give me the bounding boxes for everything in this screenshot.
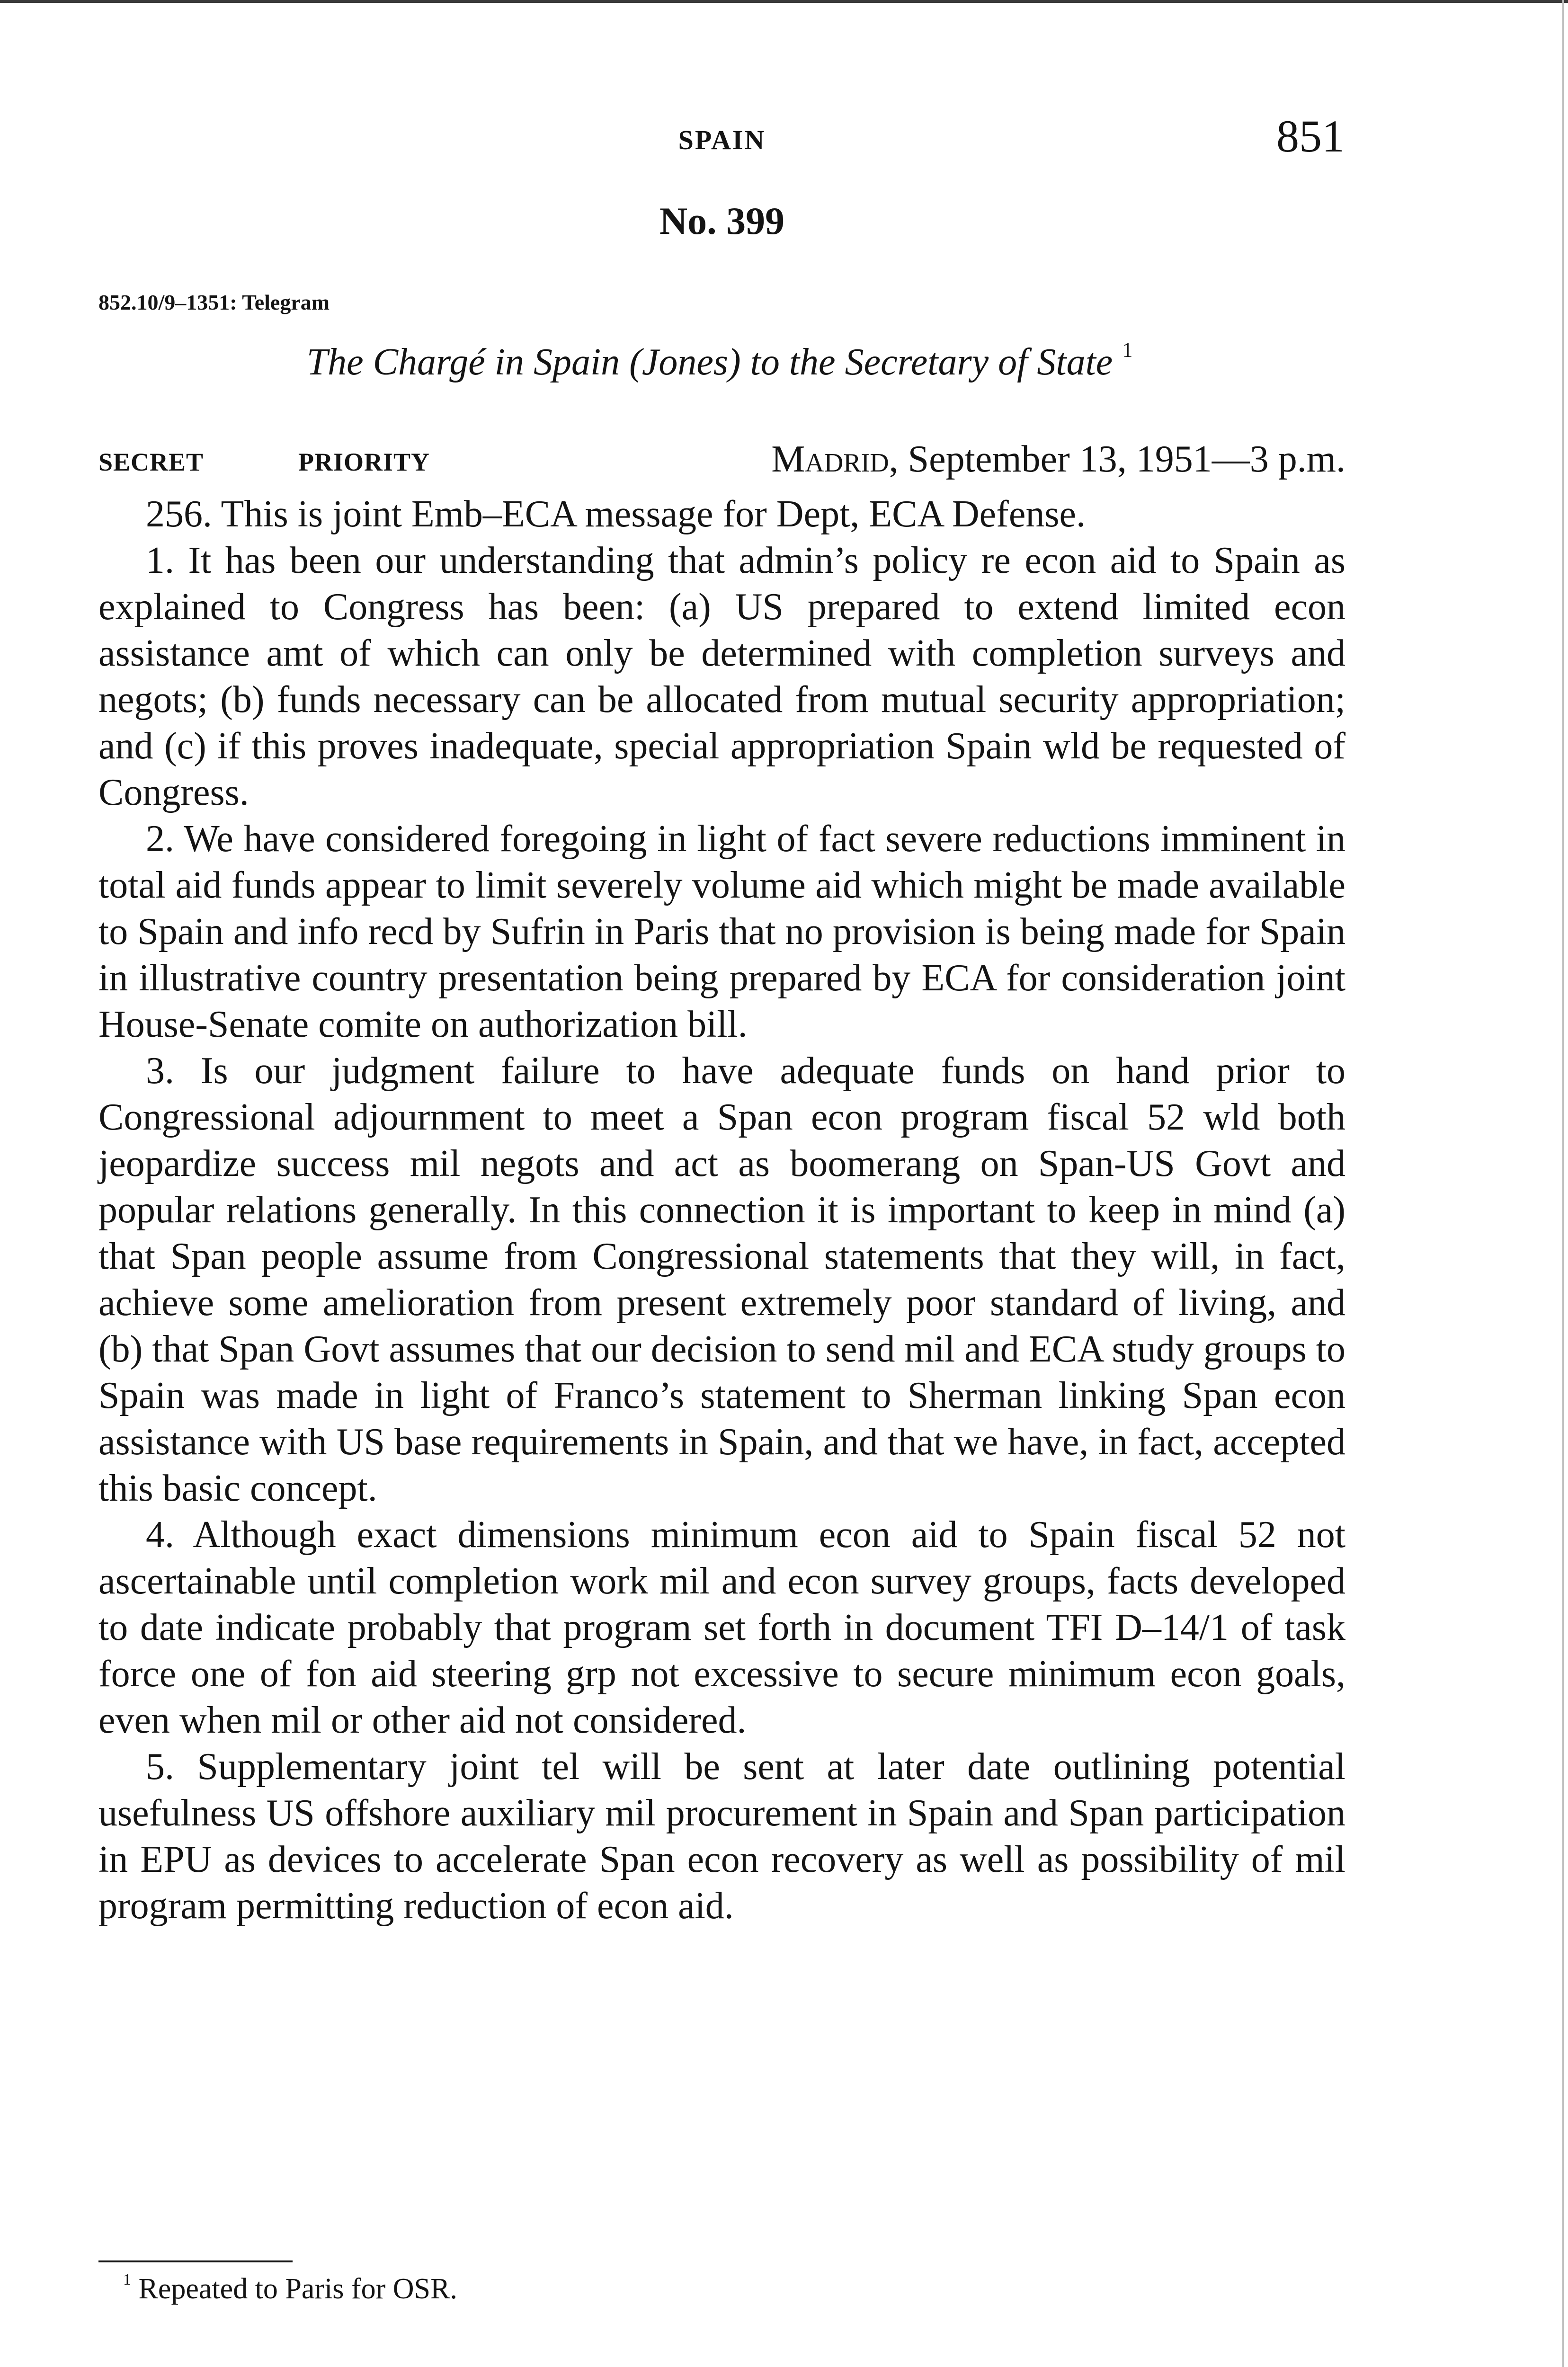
page-number: 851	[1276, 111, 1345, 161]
page-top-border	[0, 0, 1568, 3]
dateline-place: Madrid	[771, 438, 889, 480]
paragraph-3: 3. Is our judgment failure to have adequate funds on hand prior to Congressional adjournment to meet a Span econ program fiscal 52 wld both jeopardize success mil negots and act as boomerang on Span-US Govt and popular relations generally. In this connection it is important to keep in mind (a) that Span people assume from Congressional statements that they will, in fact, achieve some amelioration from present extremely poor standard of living, and (b) that Span Govt assumes that our decision to send mil and ECA study groups to Spain was made in light of Franco’s statement to Sherman linking Span econ assistance with US base requirements in Spain, and that we have, in fact, accepted this basic concept.	[98, 1050, 1345, 1509]
paragraph-5: 5. Supplementary joint tel will be sent at later date outlining potential usefulness US offshore auxiliary mil procurement in Spain and Span participation in EPU as devices to accelerate Span econ recovery as well as possibility of mil program permitting reduction of econ aid.	[98, 1746, 1345, 1927]
paragraph-4: 4. Although exact dimensions minimum econ aid to Spain fiscal 52 not ascertainable until completion work mil and econ survey groups, facts developed to date indicate probably that program set forth in document TFI D–14/1 of task force one of fon aid steering grp not excessive to secure minimum econ goals, even when mil or other aid not considered.	[98, 1514, 1345, 1741]
footnote	[123, 2272, 457, 2306]
running-head: SPAIN	[678, 125, 766, 155]
file-reference: 852.10/9–1351: Telegram	[98, 290, 330, 314]
footnote-divider	[98, 2260, 293, 2262]
paragraph-intro: 256. This is joint Emb–ECA message for Dept, ECA Defense.	[146, 493, 1086, 535]
priority-label: PRIORITY	[298, 448, 430, 476]
title-footnote-mark: 1	[1122, 338, 1133, 362]
classification-label: SECRET	[98, 448, 204, 476]
paragraph-1: 1. It has been our understanding that admin’s policy re econ aid to Spain as explained to Congress has been: (a) US prepared to extend limited econ assistance amt of which can only be determined with completion surveys and negots; (b) funds necessary can be allocated from mutual security appropriation; and (c) if this proves inadequate, special appropriation Spain wld be requested of Congress.	[98, 540, 1345, 813]
document-number: No. 399	[659, 199, 785, 242]
dateline	[663, 438, 1345, 481]
page-right-edge	[1562, 0, 1564, 2367]
footnote-mark: 1	[123, 2271, 132, 2289]
dateline-date: , September 13, 1951—3 p.m.	[889, 438, 1345, 480]
message-body	[98, 491, 1345, 1929]
footnote-text: Repeated to Paris for OSR.	[131, 2273, 457, 2305]
title-text: The Chargé in Spain (Jones) to the Secretary of State	[306, 341, 1113, 383]
paragraph-2: 2. We have considered foregoing in light of fact severe reductions imminent in total aid funds appear to limit severely volume aid which might be made available to Spain and info recd by Sufrin in Paris that no provision is being made for Spain in illustrative country presentation being prepared by ECA for consideration joint House-Senate comite on authorization bill.	[98, 818, 1345, 1045]
document-title	[95, 338, 1345, 384]
